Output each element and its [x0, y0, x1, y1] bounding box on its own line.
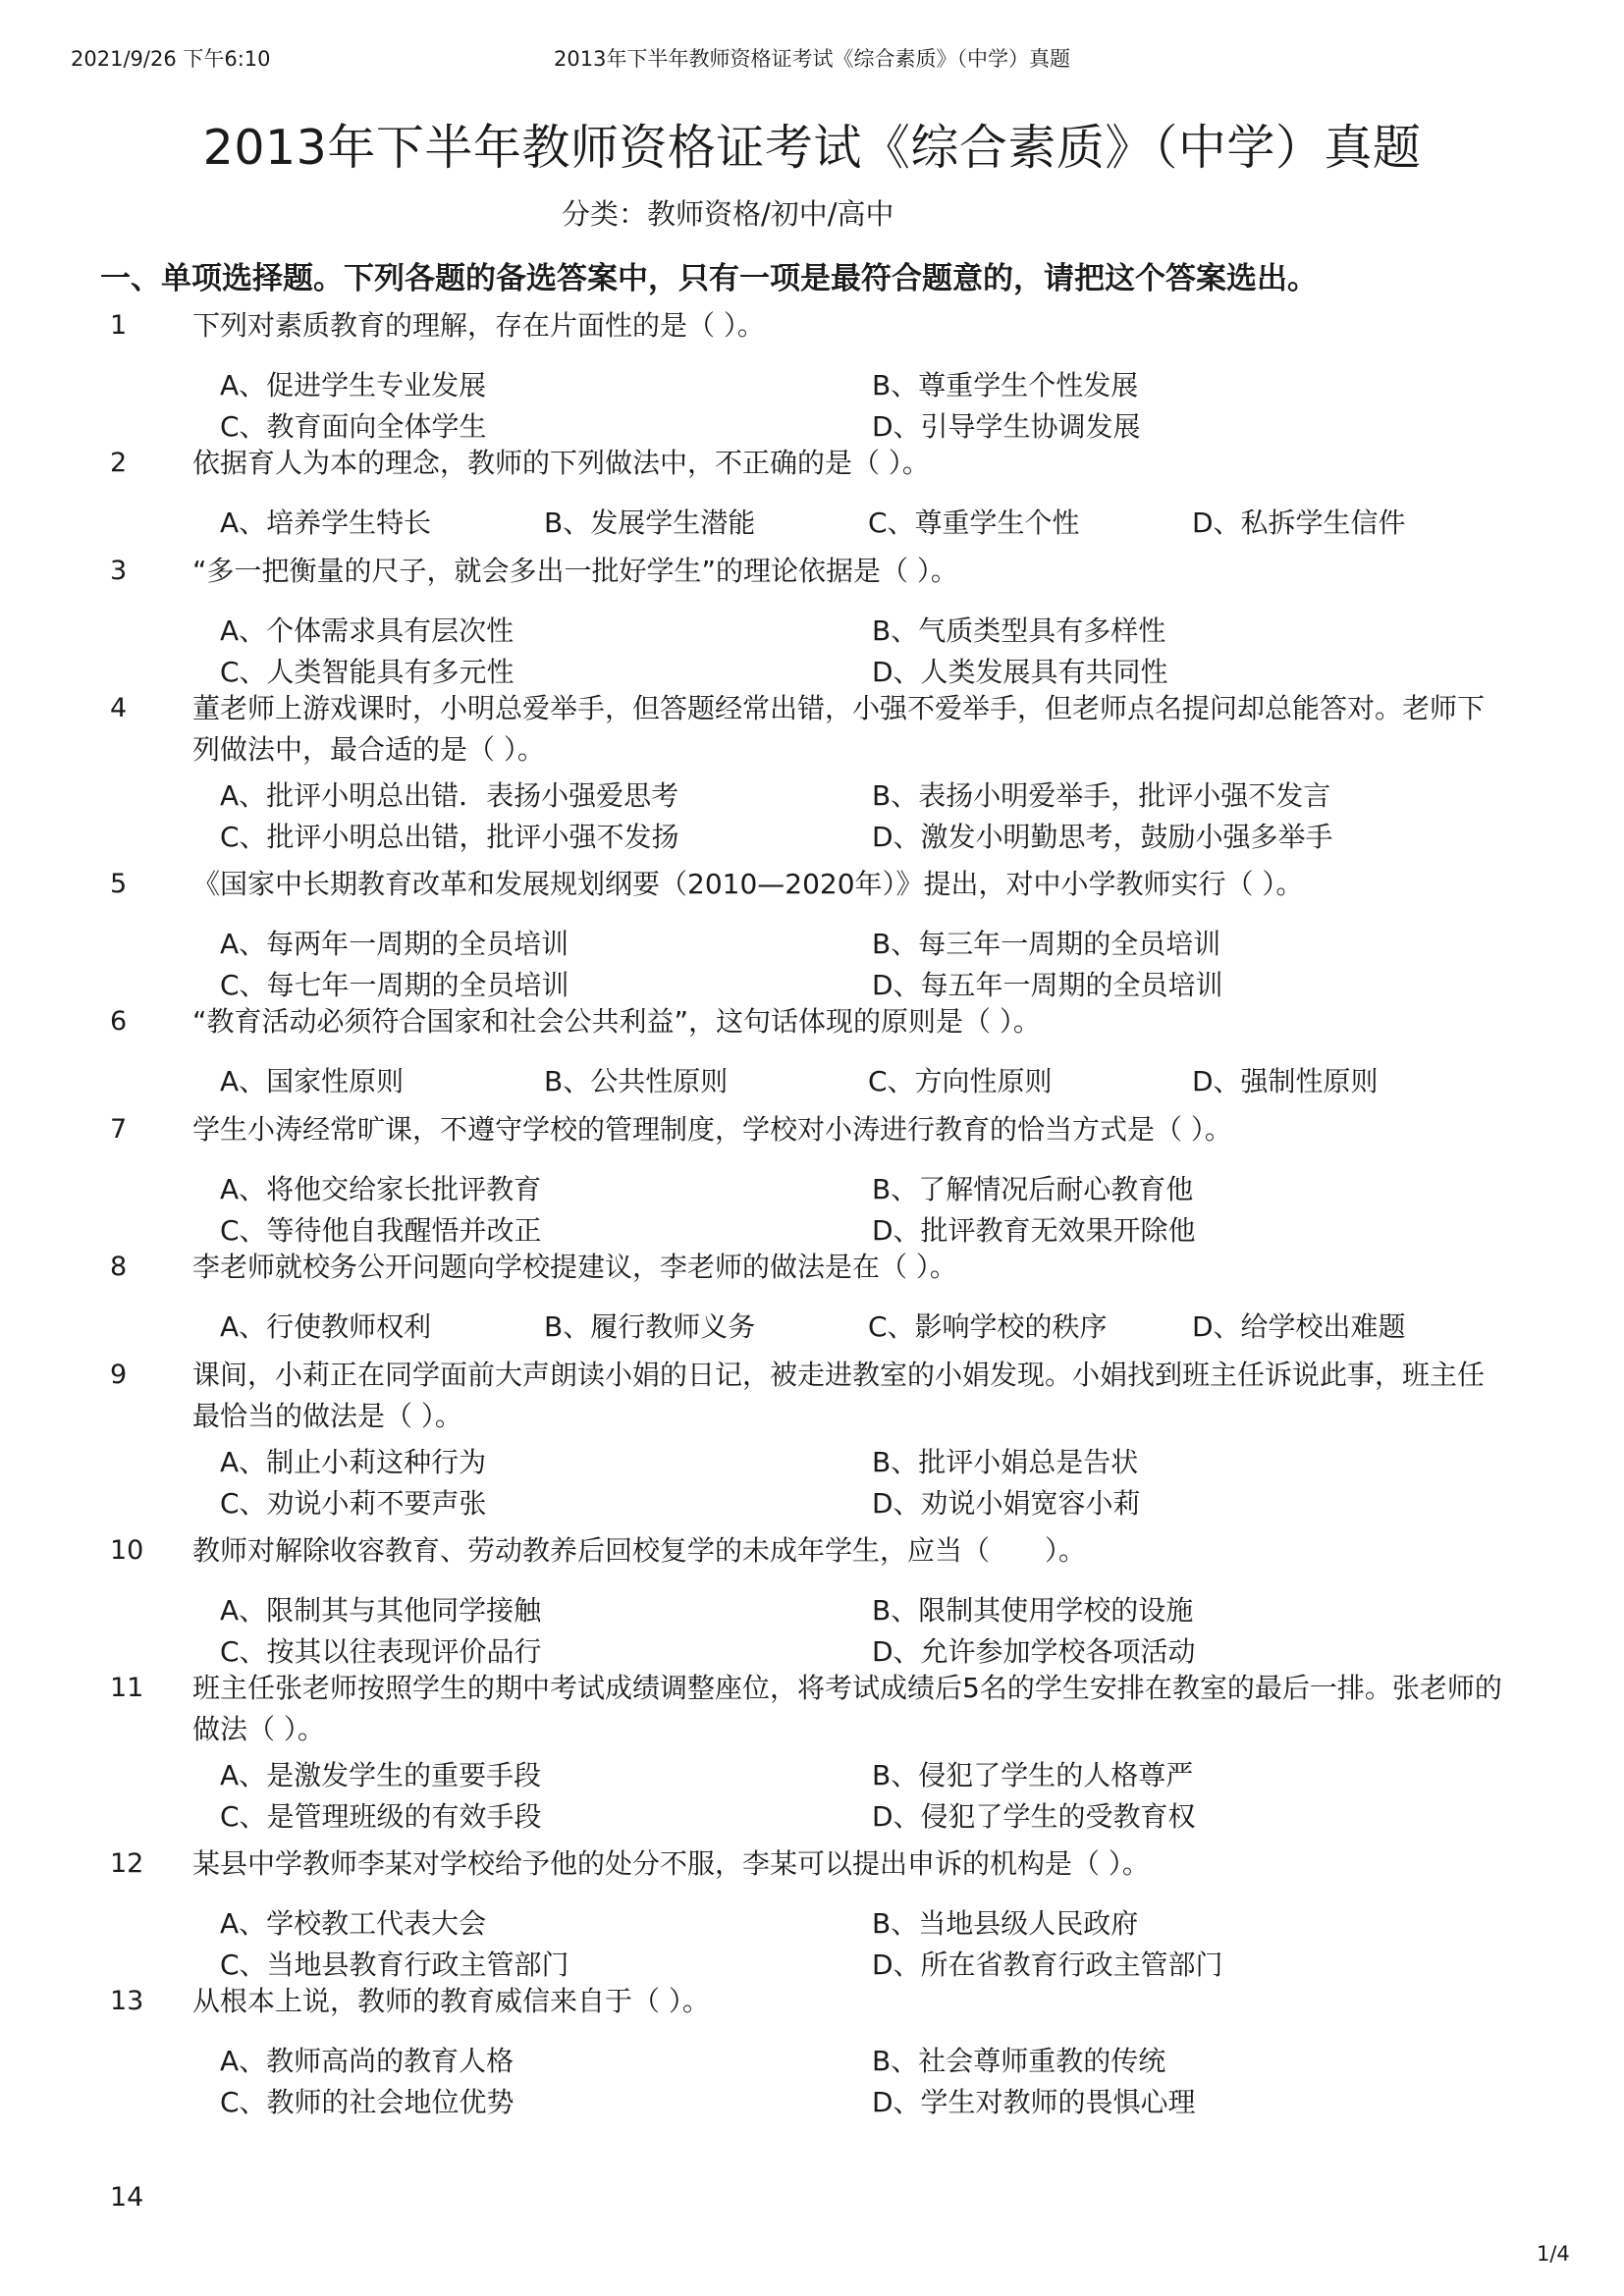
answer-option: C、方向性原则	[868, 1065, 1053, 1097]
answer-option: D、批评教育无效果开除他	[872, 1214, 1196, 1247]
question-stem: 依据育人为本的理念，教师的下列做法中，不正确的是（ ）。	[192, 447, 930, 479]
answer-option: A、促进学生专业发展	[220, 369, 487, 401]
answer-option: D、引导学生协调发展	[872, 410, 1141, 443]
answer-option: B、气质类型具有多样性	[872, 614, 1166, 647]
answer-option: A、培养学生特长	[220, 507, 432, 539]
question-number: 14	[110, 2182, 144, 2213]
question-number: 12	[110, 1848, 144, 1879]
question-stem: 从根本上说，教师的教育威信来自于（ ）。	[192, 1985, 710, 2017]
answer-option: A、限制其与其他同学接触	[220, 1594, 542, 1627]
answer-option: D、激发小明勤思考，鼓励小强多举手	[872, 821, 1333, 853]
answer-option: A、批评小明总出错．表扬小强爱思考	[220, 779, 679, 812]
answer-option: A、制止小莉这种行为	[220, 1446, 487, 1478]
answer-option: B、侵犯了学生的人格尊严	[872, 1759, 1194, 1791]
answer-option: D、人类发展具有共同性	[872, 656, 1168, 688]
answer-option: A、学校教工代表大会	[220, 1907, 487, 1940]
answer-option: B、每三年一周期的全员培训	[872, 928, 1221, 960]
question-number: 3	[110, 556, 128, 586]
question-stem: “多一把衡量的尺子，就会多出一批好学生”的理论依据是（ ）。	[192, 555, 958, 587]
question-number: 5	[110, 869, 128, 899]
answer-option: D、强制性原则	[1192, 1065, 1379, 1097]
answer-option: D、侵犯了学生的受教育权	[872, 1800, 1196, 1833]
question-stem: 李老师就校务公开问题向学校提建议，李老师的做法是在（ ）。	[192, 1251, 957, 1283]
print-datetime: 2021/9/26 下午6:10	[71, 47, 271, 71]
answer-option: A、将他交给家长批评教育	[220, 1173, 542, 1205]
question-number: 9	[110, 1360, 128, 1390]
answer-option: C、按其以往表现评价品行	[220, 1635, 542, 1668]
answer-option: B、当地县级人民政府	[872, 1907, 1139, 1940]
page-number: 1/4	[1537, 2242, 1570, 2266]
answer-option: D、劝说小娟宽容小莉	[872, 1487, 1141, 1520]
question-number: 13	[110, 1986, 144, 2016]
question-number: 4	[110, 693, 128, 723]
question-number: 8	[110, 1252, 128, 1282]
question-number: 6	[110, 1006, 128, 1037]
answer-option: C、教育面向全体学生	[220, 410, 487, 443]
section-heading: 一、单项选择题。下列各题的备选答案中，只有一项是最符合题意的，请把这个答案选出。	[100, 261, 1318, 296]
answer-option: B、履行教师义务	[544, 1310, 756, 1343]
answer-option: C、人类智能具有多元性	[220, 656, 514, 688]
answer-option: C、每七年一周期的全员培训	[220, 969, 569, 1001]
question-stem: 某县中学教师李某对学校给予他的处分不服，李某可以提出申诉的机构是（ ）。	[192, 1847, 1150, 1880]
answer-option: C、批评小明总出错，批评小强不发扬	[220, 821, 679, 853]
answer-option: C、教师的社会地位优势	[220, 2086, 514, 2118]
answer-option: A、行使教师权利	[220, 1310, 432, 1343]
answer-option: B、了解情况后耐心教育他	[872, 1173, 1194, 1205]
answer-option: D、所在省教育行政主管部门	[872, 1949, 1223, 1981]
question-stem: 董老师上游戏课时，小明总爱举手，但答题经常出错，小强不爱举手，但老师点名提问却总能答对。老师下列做法中，最合适的是（ ）。	[192, 692, 1486, 766]
answer-option: B、限制其使用学校的设施	[872, 1594, 1194, 1627]
answer-option: A、个体需求具有层次性	[220, 614, 514, 647]
answer-option: B、社会尊师重教的传统	[872, 2045, 1166, 2077]
answer-option: B、发展学生潜能	[544, 507, 756, 539]
question-stem: 学生小涛经常旷课，不遵守学校的管理制度，学校对小涛进行教育的恰当方式是（ ）。	[192, 1113, 1232, 1146]
answer-option: C、劝说小莉不要声张	[220, 1487, 487, 1520]
print-header-title: 2013年下半年教师资格证考试《综合素质》（中学）真题	[554, 47, 1070, 71]
answer-option: D、每五年一周期的全员培训	[872, 969, 1223, 1001]
answer-option: C、尊重学生个性	[868, 507, 1080, 539]
answer-option: C、等待他自我醒悟并改正	[220, 1214, 542, 1247]
question-stem: 下列对素质教育的理解，存在片面性的是（ ）。	[192, 309, 765, 342]
question-number: 10	[110, 1535, 144, 1566]
answer-option: B、尊重学生个性发展	[872, 369, 1139, 401]
question-stem: “教育活动必须符合国家和社会公共利益”，这句话体现的原则是（ ）。	[192, 1005, 1041, 1038]
answer-option: A、教师高尚的教育人格	[220, 2045, 514, 2077]
question-stem: 《国家中长期教育改革和发展规划纲要（2010—2020年）》提出，对中小学教师实行（ ）。	[192, 868, 1304, 900]
answer-option: B、表扬小明爱举手，批评小强不发言	[872, 779, 1331, 812]
document-category: 分类：教师资格/初中/高中	[562, 197, 894, 231]
answer-option: A、国家性原则	[220, 1065, 405, 1097]
question-stem: 教师对解除收容教育、劳动教养后回校复学的未成年学生，应当（ ）。	[192, 1534, 1087, 1567]
answer-option: C、影响学校的秩序	[868, 1310, 1108, 1343]
answer-option: D、给学校出难题	[1192, 1310, 1406, 1343]
answer-option: C、当地县教育行政主管部门	[220, 1949, 569, 1981]
answer-option: B、公共性原则	[544, 1065, 729, 1097]
answer-option: D、私拆学生信件	[1192, 507, 1406, 539]
answer-option: A、每两年一周期的全员培训	[220, 928, 569, 960]
answer-option: A、是激发学生的重要手段	[220, 1759, 542, 1791]
answer-option: D、允许参加学校各项活动	[872, 1635, 1196, 1668]
question-number: 2	[110, 448, 128, 478]
question-number: 7	[110, 1114, 128, 1145]
question-stem: 课间，小莉正在同学面前大声朗读小娟的日记，被走进教室的小娟发现。小娟找到班主任诉说此事，班主任最恰当的做法是（ ）。	[192, 1359, 1486, 1432]
document-title: 2013年下半年教师资格证考试《综合素质》（中学）真题	[202, 120, 1422, 176]
question-number: 1	[110, 310, 128, 341]
answer-option: B、批评小娟总是告状	[872, 1446, 1139, 1478]
question-number: 11	[110, 1673, 144, 1703]
answer-option: D、学生对教师的畏惧心理	[872, 2086, 1196, 2118]
answer-option: C、是管理班级的有效手段	[220, 1800, 542, 1833]
question-stem: 班主任张老师按照学生的期中考试成绩调整座位，将考试成绩后5名的学生安排在教室的最后一排。张老师的做法（ ）。	[192, 1672, 1502, 1745]
